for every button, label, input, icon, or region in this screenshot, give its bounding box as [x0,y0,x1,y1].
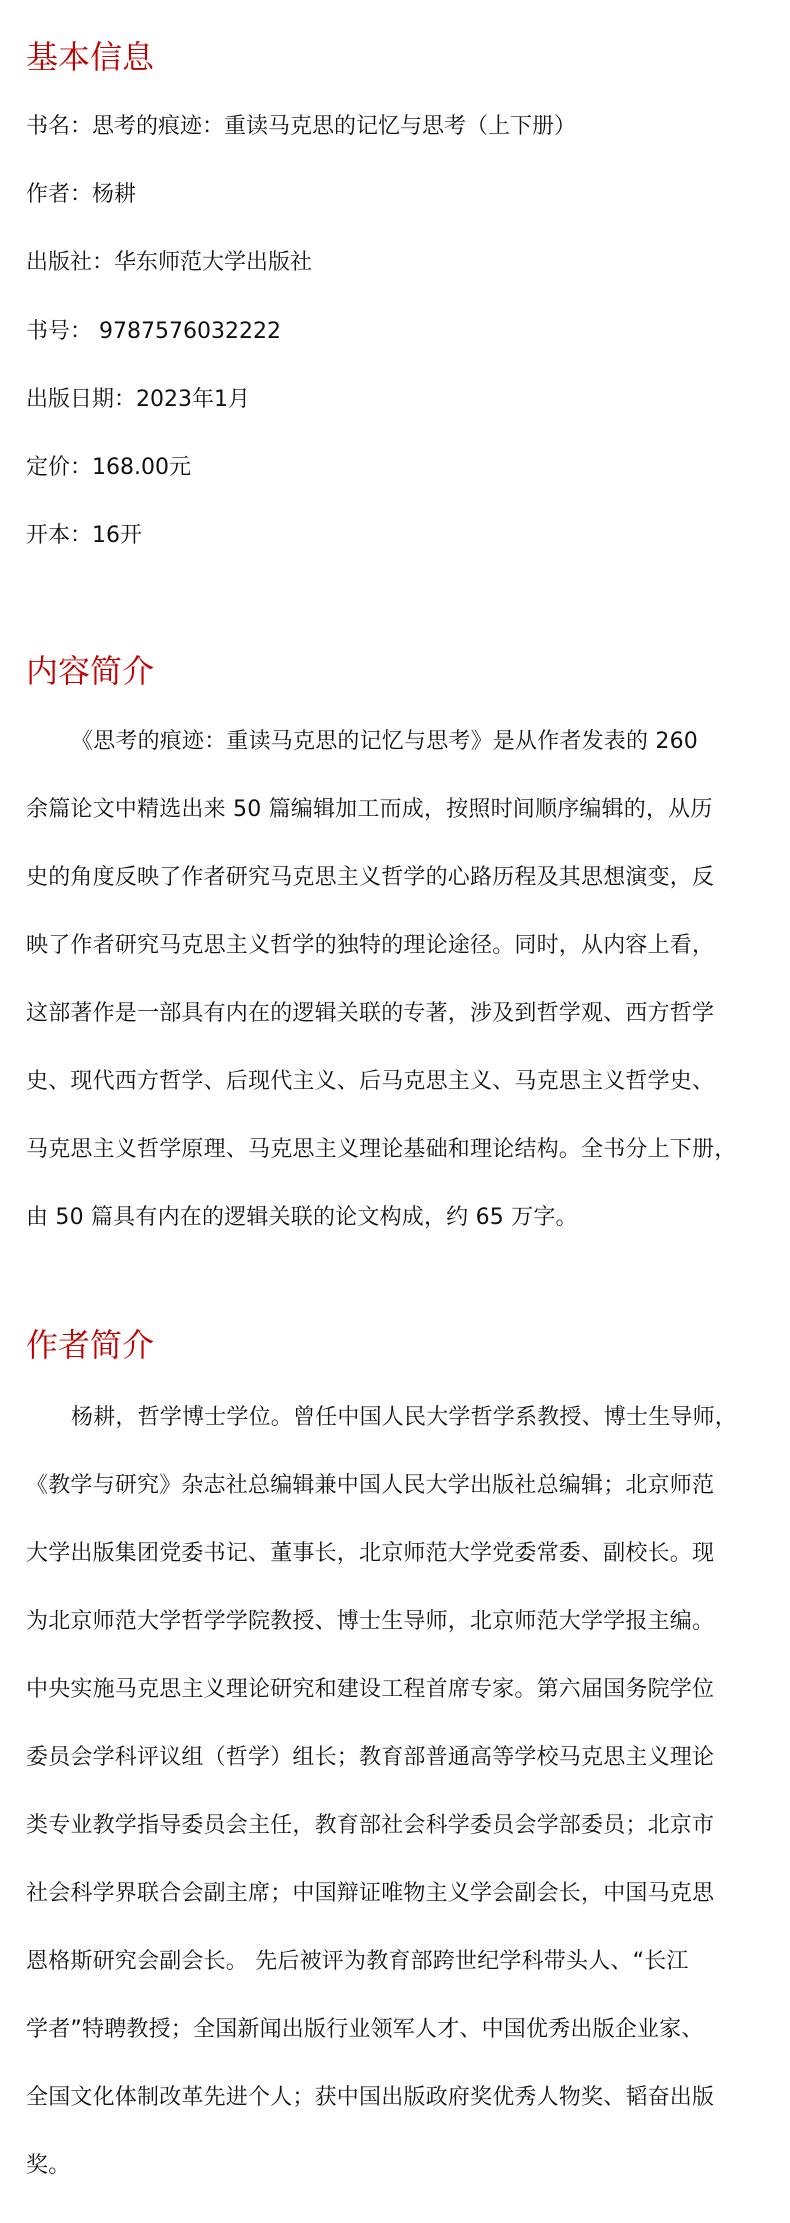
content-intro-heading: 内容简介 [26,652,155,690]
author-intro-line: 《教学与研究》杂志社总编辑兼中国人民大学出版社总编辑；北京师范 [26,1473,715,1498]
info-format: 开本：16开 [26,523,142,548]
info-isbn: 书号： 9787576032222 [26,319,281,344]
author-intro-line: 全国文化体制改革先进个人；获中国出版政府奖优秀人物奖、韬奋出版 [26,2085,715,2110]
author-intro-line: 学者”特聘教授；全国新闻出版行业领军人才、中国优秀出版企业家、 [26,2017,704,2042]
author-intro-line: 杨耕，哲学博士学位。曾任中国人民大学哲学系教授、博士生导师， [71,1405,738,1430]
author-intro-line: 为北京师范大学哲学学院教授、博士生导师，北京师范大学学报主编。 [26,1609,715,1634]
content-intro-line: 《思考的痕迹：重读马克思的记忆与思考》是从作者发表的 260 [71,729,698,754]
content-intro-line: 史、现代西方哲学、后现代主义、后马克思主义、马克思主义哲学史、 [26,1069,715,1094]
author-intro-line: 大学出版集团党委书记、董事长，北京师范大学党委常委、副校长。现 [26,1541,715,1566]
info-publisher: 出版社：华东师范大学出版社 [26,250,313,275]
basic-info-heading: 基本信息 [26,38,155,76]
author-intro-line: 委员会学科评议组（哲学）组长；教育部普通高等学校马克思主义理论 [26,1745,715,1770]
content-intro-line: 余篇论文中精选出来 50 篇编辑加工而成，按照时间顺序编辑的，从历 [26,797,713,822]
info-publish-date: 出版日期：2023年1月 [26,387,250,412]
info-price: 定价：168.00元 [26,455,191,480]
content-intro-line: 这部著作是一部具有内在的逻辑关联的专著，涉及到哲学观、西方哲学 [26,1001,715,1026]
info-author: 作者：杨耕 [26,182,137,207]
author-intro-line: 奖。 [26,2153,71,2178]
content-intro-line: 史的角度反映了作者研究马克思主义哲学的心路历程及其思想演变，反 [26,865,715,890]
content-intro-line: 由 50 篇具有内在的逻辑关联的论文构成，约 65 万字。 [26,1205,578,1230]
author-intro-line: 类专业教学指导委员会主任，教育部社会科学委员会学部委员；北京市 [26,1813,715,1838]
content-intro-line: 马克思主义哲学原理、马克思主义理论基础和理论结构。全书分上下册， [26,1137,737,1162]
author-intro-line: 中央实施马克思主义理论研究和建设工程首席专家。第六届国务院学位 [26,1677,715,1702]
author-intro-line: 社会科学界联合会副主席；中国辩证唯物主义学会副会长，中国马克思 [26,1881,715,1906]
author-intro-line: 恩格斯研究会副会长。 先后被评为教育部跨世纪学科带头人、“长江 [26,1949,689,1974]
info-book-title: 书名：思考的痕迹：重读马克思的记忆与思考（上下册） [26,114,577,139]
author-intro-heading: 作者简介 [26,1326,155,1364]
content-intro-line: 映了作者研究马克思主义哲学的独特的理论途径。同时，从内容上看， [26,933,715,958]
